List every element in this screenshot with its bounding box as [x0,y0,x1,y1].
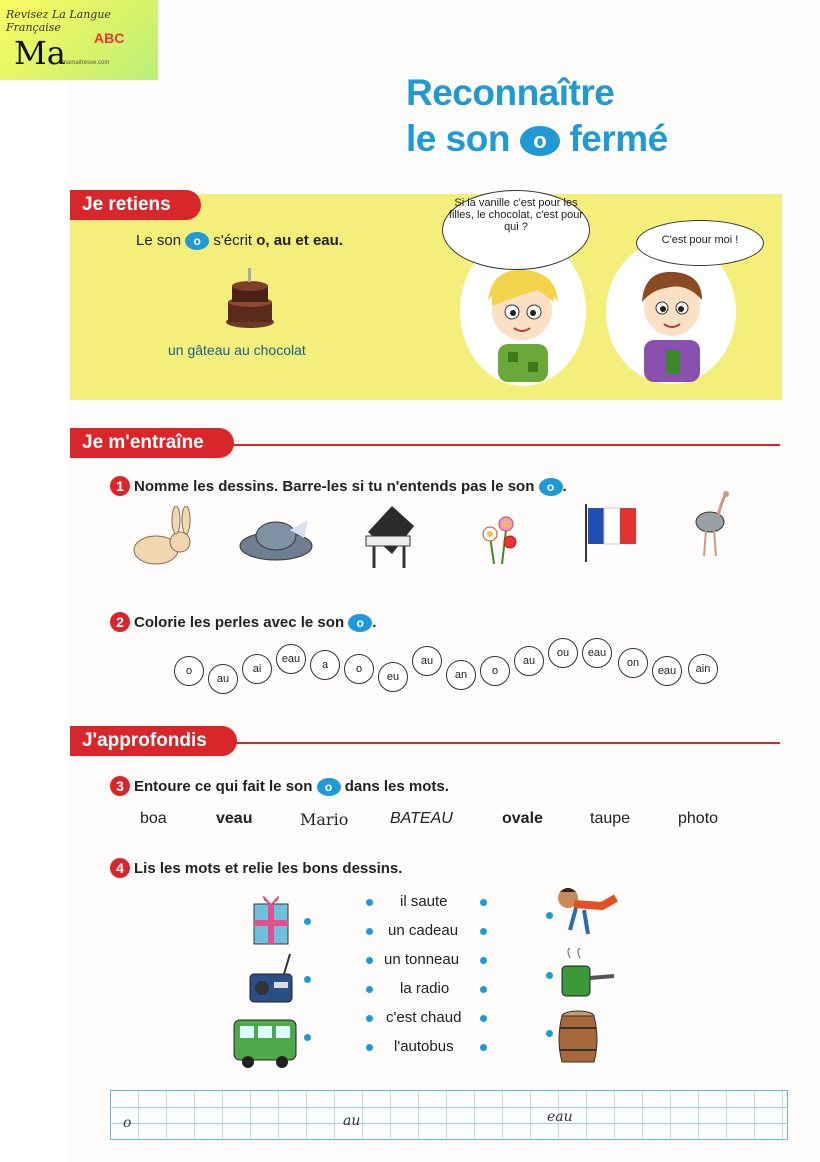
link-dot[interactable] [366,1044,373,1051]
guide-line [111,1123,787,1124]
writing-practice-band[interactable] [110,1090,788,1140]
sound-bubble-icon: o [185,232,209,250]
writing-sample: au [343,1113,361,1129]
exercise-3-text-prefix: Entoure ce qui fait le son [134,778,313,795]
logo-main: Ma [14,34,66,72]
word-un-cadeau: un cadeau [388,922,459,939]
rule-spellings: o, au et eau. [256,232,343,249]
writing-sample: o [123,1115,132,1131]
cake-caption: un gâteau au chocolat [168,342,306,358]
section-rule [200,444,780,446]
sound-bubble-icon: o [317,778,341,796]
gift-icon[interactable] [250,888,292,948]
logo-abc: ABC [94,30,125,46]
sound-bubble-icon: o [348,614,372,632]
pearl[interactable]: an [446,660,476,690]
logo-tiny: mamaitresse.com [62,60,110,66]
french-flag-icon[interactable] [584,504,636,562]
pearl[interactable]: o [480,656,510,686]
link-dot[interactable] [546,1030,553,1037]
rabbit-icon[interactable] [128,506,196,568]
link-dot[interactable] [480,928,487,935]
exercise-1-end: . [562,478,567,495]
word-boa[interactable]: boa [140,810,167,827]
piano-icon[interactable] [362,502,418,570]
exercise-number: 2 [110,612,130,632]
link-dot[interactable] [480,986,487,993]
link-dot[interactable] [366,928,373,935]
title-suffix: fermé [569,118,668,159]
word-taupe[interactable]: taupe [590,810,631,827]
logo [0,0,158,80]
exercise-number: 4 [110,858,130,878]
link-dot[interactable] [480,1044,487,1051]
exercise-3-instruction [110,776,449,796]
title-line2 [406,116,668,162]
ostrich-icon[interactable] [690,490,734,560]
barrel-icon[interactable] [556,1010,600,1068]
word-photo[interactable]: photo [678,810,719,827]
writing-sample: eau [547,1109,573,1125]
word-cest-chaud: c'est chaud [386,1009,462,1026]
girl-speech-bubble: Si la vanille c'est pour les filles, le chocolat, c'est pour qui ? [442,190,590,270]
link-dot[interactable] [366,986,373,993]
pearl[interactable]: eau [582,638,612,668]
link-dot[interactable] [304,918,311,925]
link-dot[interactable] [304,976,311,983]
pot-icon[interactable] [556,948,616,1002]
rule-text [136,232,343,250]
exercise-2-instruction [110,612,376,632]
link-dot[interactable] [366,1015,373,1022]
section-rule [200,742,780,744]
link-dot[interactable] [480,899,487,906]
word-la-radio: la radio [400,980,450,997]
word-lautobus: l'autobus [394,1038,454,1055]
radio-icon[interactable] [248,952,296,1006]
link-dot[interactable] [480,957,487,964]
tab-je-retiens: Je retiens [70,190,201,220]
rule-prefix: Le son [136,232,182,249]
title-prefix: le son [406,118,510,159]
boy-illustration-icon [626,266,716,382]
word-ovale[interactable]: ovale [502,810,543,827]
rule-mid: s'écrit [213,232,253,249]
link-dot[interactable] [366,957,373,964]
link-dot[interactable] [304,1034,311,1041]
exercise-number: 1 [110,476,130,496]
pearl[interactable]: ai [242,654,272,684]
girl-illustration-icon [478,266,568,382]
exercise-4-instruction [110,858,402,878]
hat-icon[interactable] [238,512,314,564]
tab-japprofondis: J'approfondis [70,726,237,756]
pearl[interactable]: eu [378,662,408,692]
title-line1: Reconnaître [406,72,615,113]
pearl[interactable]: a [310,650,340,680]
boy-speech-bubble: C'est pour moi ! [636,220,764,266]
link-dot[interactable] [480,1015,487,1022]
exercise-1-instruction [110,476,567,496]
pearl[interactable]: ou [548,638,578,668]
word-mario[interactable]: Mario [300,810,349,829]
pearl[interactable]: eau [652,656,682,686]
exercise-2-end: . [372,614,377,631]
pearl[interactable]: ain [688,654,718,684]
exercise-4-text: Lis les mots et relie les bons dessins. [134,860,403,877]
exercise-2-text: Colorie les perles avec le son [134,614,345,631]
pearl[interactable]: eau [276,644,306,674]
page-title [406,70,668,162]
word-un-tonneau: un tonneau [384,951,460,968]
sound-bubble-icon: o [520,126,560,156]
link-dot[interactable] [546,972,553,979]
link-dot[interactable] [546,912,553,919]
pearl[interactable]: au [514,646,544,676]
pearl[interactable]: au [208,664,238,694]
logo-subtitle: Revisez La Langue Française [6,8,111,34]
pearl[interactable]: au [412,646,442,676]
pearl[interactable]: o [174,656,204,686]
sound-bubble-icon: o [539,478,563,496]
link-dot[interactable] [366,899,373,906]
word-veau[interactable]: veau [216,810,253,827]
bus-icon[interactable] [232,1014,298,1070]
exercise-1-text: Nomme les dessins. Barre-les si tu n'entends pas le son [134,478,535,495]
exercise-3-text-suffix: dans les mots. [344,778,449,795]
cake-icon [222,262,278,332]
tab-je-mentraine: Je m'entraîne [70,428,234,458]
pearl[interactable]: on [618,648,648,678]
exercise-number: 3 [110,776,130,796]
jumping-child-icon[interactable] [554,884,624,942]
pearl[interactable]: o [344,654,374,684]
flowers-icon[interactable] [476,506,520,566]
guide-line [111,1107,787,1108]
word-bateau[interactable]: BATEAU [390,810,453,827]
word-il-saute: il saute [400,893,448,910]
